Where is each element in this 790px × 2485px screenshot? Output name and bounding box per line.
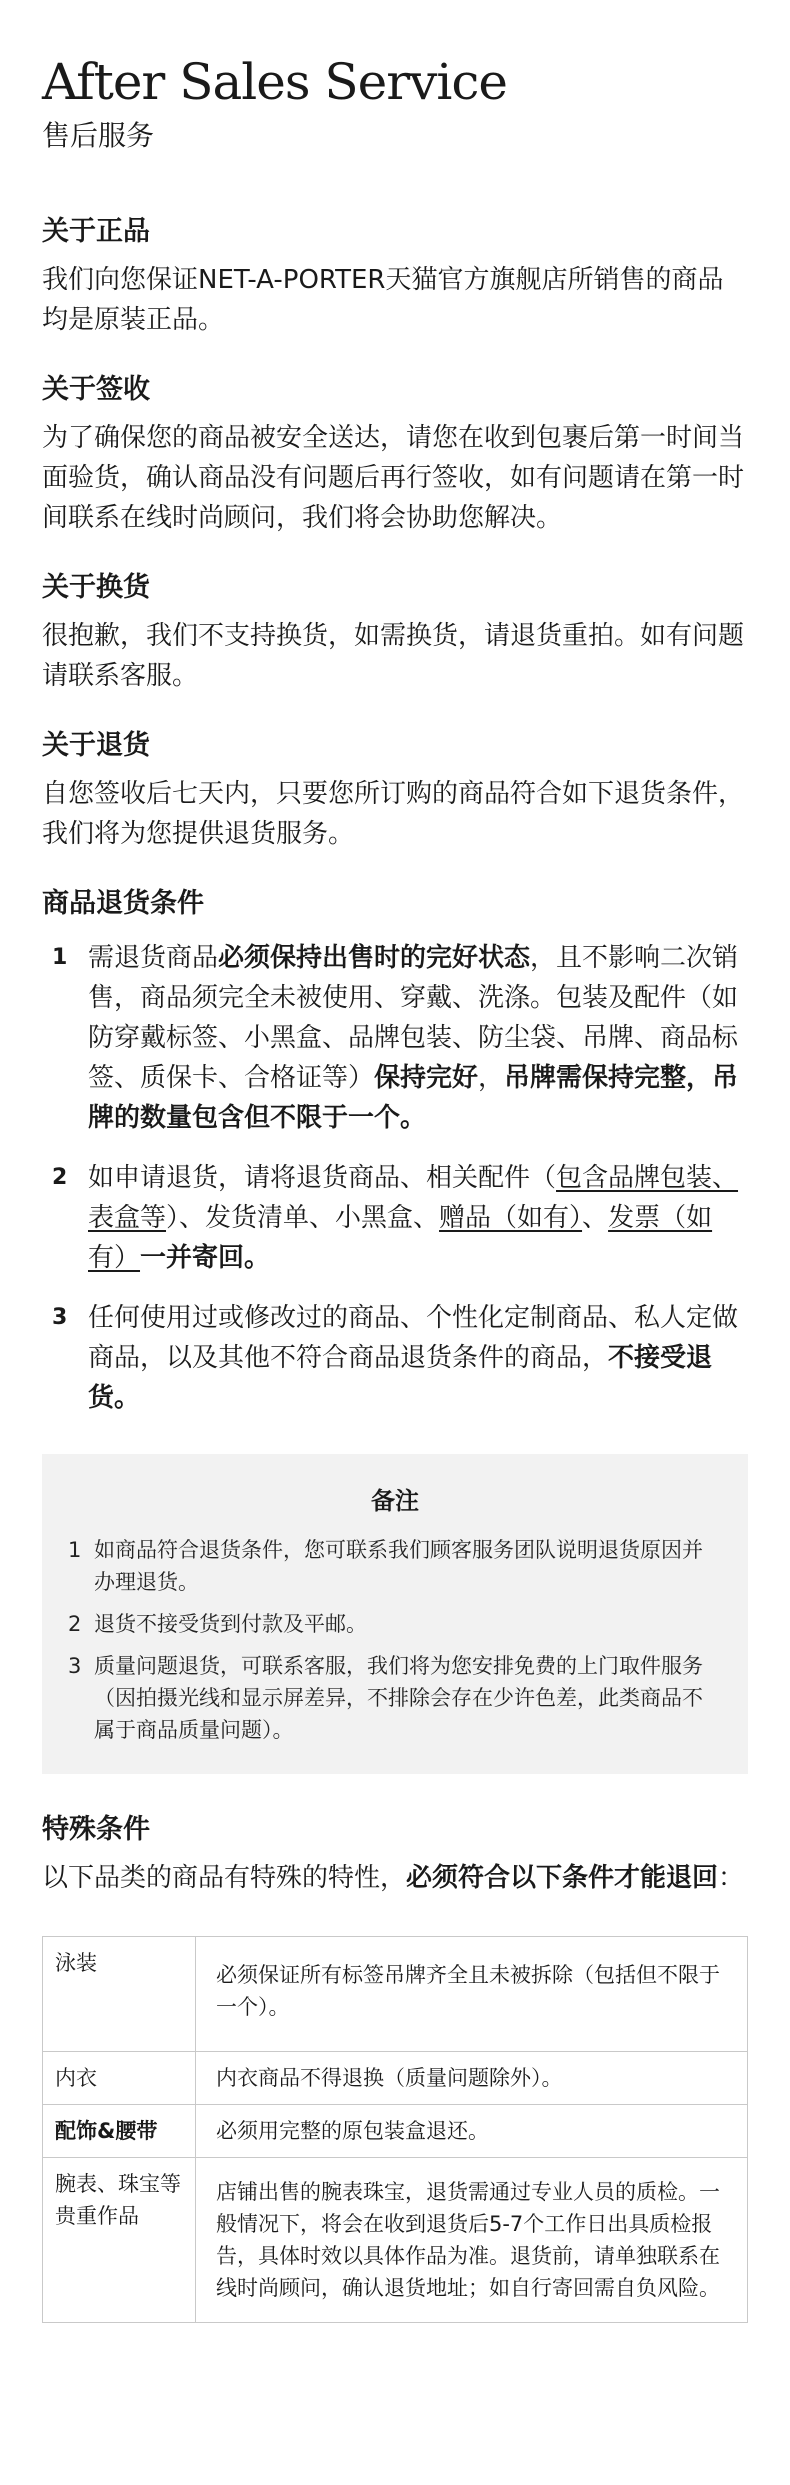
bold-text: 必须符合以下条件才能退回 [406,1863,719,1893]
category-cell: 配饰&腰带 [43,2105,196,2158]
text-run: 如申请退货，请将退货商品、相关配件（ [88,1163,557,1193]
bold-text: 吊牌需保持完整，吊牌的数量包含但不限于一个。 [88,1063,739,1133]
section-heading: 关于换货 [42,572,150,603]
section-body: 我们向您保证NET-A-PORTER天猫官方旗舰店所销售的商品均是原装正品。 [42,265,724,335]
section-heading: 关于退货 [42,730,150,761]
text-run: ， [478,1063,505,1093]
condition-text [88,1158,748,1278]
text-run: 任何使用过或修改过的商品、个性化定制商品、私人定做商品，以及其他不符合商品退货条件的商品， [88,1303,739,1373]
underlined-text: 发票（如有） [88,1203,713,1273]
bold-text: 必须保持出售时的完好状态 [218,943,531,973]
category-cell: 泳装 [43,1937,196,2052]
section-body: 很抱歉，我们不支持换货，如需换货，请退货重拍。如有问题请联系客服。 [42,621,745,691]
conditions-heading: 商品退货条件 [42,888,204,919]
text-run: 以下品类的商品有特殊的特性， [42,1863,407,1893]
section-returns [42,728,748,854]
special-intro [42,1858,748,1898]
note-text: 质量问题退货，可联系客服，我们将为您安排免费的上门取件服务（因拍摄光线和显示屏差异，不排除会存在少许色差，此类商品不属于商品质量问题）。 [94,1654,703,1742]
bold-text: 一并寄回。 [140,1243,271,1273]
page-subtitle: 售后服务 [42,119,155,152]
category-cell: 腕表、珠宝等贵重作品 [43,2158,196,2323]
text-run: 、 [582,1203,609,1233]
note-item [68,1608,722,1640]
section-body: 为了确保您的商品被安全送达，请您在收到包裹后第一时间当面验货，确认商品没有问题后再行签收，如有问题请在第一时间联系在线时尚顾问，我们将会协助您解决。 [42,423,745,533]
special-heading: 特殊条件 [42,1814,150,1845]
table-row [43,2105,748,2158]
condition-text [88,938,748,1138]
description-cell: 必须用完整的原包装盒退还。 [196,2105,748,2158]
section-body: 自您签收后七天内，只要您所订购的商品符合如下退货条件，我们将为您提供退货服务。 [42,779,745,849]
condition-text [88,1298,748,1418]
special-conditions [42,1812,748,2323]
note-number: 1 [68,1538,82,1562]
note-number: 2 [68,1612,82,1636]
return-conditions [42,886,748,1418]
after-sales-page [0,52,790,2485]
notes-title: 备注 [371,1487,419,1515]
condition-number: 2 [52,1165,68,1190]
condition-item-2 [42,1158,748,1278]
section-signing [42,372,748,538]
special-conditions-table [42,1936,748,2323]
section-exchange [42,570,748,696]
condition-number: 1 [52,945,68,970]
notes-box [42,1454,748,1774]
category-cell: 内衣 [43,2052,196,2105]
condition-number: 3 [52,1305,68,1330]
table-row [43,2052,748,2105]
note-item [68,1534,722,1598]
text-run: ，且不影响二次销售，商品须完全未被使用、穿戴、洗涤。包装及配件（如防穿戴标签、小黑盒、品牌包装、防尘袋、吊牌、商品标签、质保卡、合格证等） [88,943,739,1093]
text-run: 需退货商品 [88,943,219,973]
note-text: 退货不接受货到付款及平邮。 [94,1612,367,1636]
description-cell: 必须保证所有标签吊牌齐全且未被拆除（包括但不限于一个）。 [196,1937,748,2052]
note-number: 3 [68,1654,82,1678]
note-item [68,1650,722,1746]
table-row [43,2158,748,2323]
section-authenticity [42,214,748,340]
underlined-text: 赠品（如有） [439,1203,583,1233]
page-title: After Sales Service [42,53,507,111]
text-run: ）、发货清单、小黑盒、 [166,1203,440,1233]
section-heading: 关于签收 [42,374,150,405]
description-cell: 内衣商品不得退换（质量问题除外）。 [196,2052,748,2105]
bold-text: 保持完好 [374,1063,479,1093]
section-heading: 关于正品 [42,216,150,247]
text-run: ： [718,1863,745,1893]
bold-text: 不接受退货。 [88,1343,713,1413]
note-text: 如商品符合退货条件，您可联系我们顾客服务团队说明退货原因并办理退货。 [94,1538,703,1594]
condition-item-3 [42,1298,748,1418]
description-cell: 店铺出售的腕表珠宝，退货需通过专业人员的质检。一般情况下，将会在收到退货后5-7个工作日出具质检报告，具体时效以具体作品为准。退货前，请单独联系在线时尚顾问，确认退货地址；如自行寄回需自负风险。 [196,2158,748,2323]
condition-item-1 [42,938,748,1138]
table-row [43,1937,748,2052]
underlined-text: 包含品牌包装、表盒等 [88,1163,739,1233]
